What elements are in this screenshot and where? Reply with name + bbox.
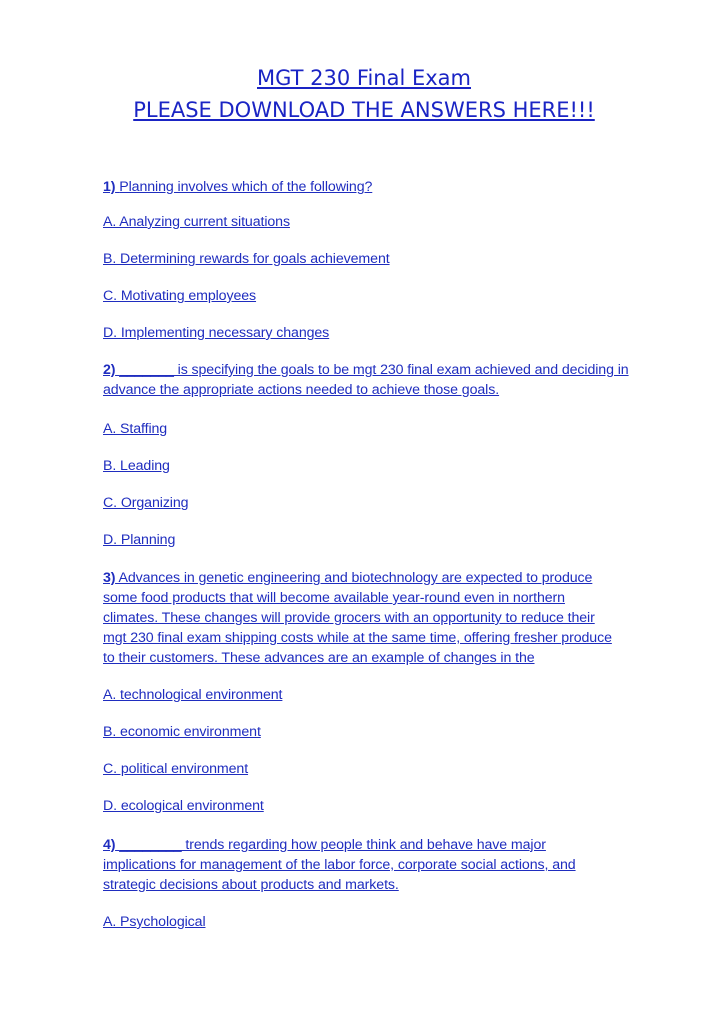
question-4-line-2[interactable]: implications for management of the labor force, corporate social actions, and [103,857,576,873]
download-answers-link[interactable]: PLEASE DOWNLOAD THE ANSWERS HERE!!! [133,98,595,122]
question-1[interactable]: 1) Planning involves which of the following? [103,179,373,195]
question-3-option-b[interactable]: B. economic environment [103,724,261,740]
question-1-option-d[interactable]: D. Implementing necessary changes [103,325,330,341]
question-2-option-b[interactable]: B. Leading [103,458,170,474]
question-2-line-2[interactable]: advance the appropriate actions needed to achieve those goals. [103,382,500,398]
question-3-line-4[interactable]: mgt 230 final exam shipping costs while at the same time, offering fresher produce [103,630,612,646]
question-2-option-d[interactable]: D. Planning [103,532,176,548]
question-3-option-a[interactable]: A. technological environment [103,687,283,703]
exam-title-link[interactable]: MGT 230 Final Exam [257,66,471,90]
question-1-option-c[interactable]: C. Motivating employees [103,288,257,304]
question-3[interactable]: 3) Advances in genetic engineering and biotechnology are expected to produce [103,570,593,586]
question-2-option-a[interactable]: A. Staffing [103,421,168,437]
question-1-option-a[interactable]: A. Analyzing current situations [103,214,290,230]
question-1-option-b[interactable]: B. Determining rewards for goals achievement [103,251,390,267]
question-3-option-d[interactable]: D. ecological environment [103,798,264,814]
question-4[interactable]: 4) ________ trends regarding how people think and behave have major [103,837,546,853]
question-3-option-c[interactable]: C. political environment [103,761,249,777]
question-3-line-2[interactable]: some food products that will become available year-round even in northern [103,590,565,606]
question-4-option-a[interactable]: A. Psychological [103,914,206,930]
question-3-line-3[interactable]: climates. These changes will provide grocers with an opportunity to reduce their [103,610,595,626]
question-4-line-3[interactable]: strategic decisions about products and markets. [103,877,399,893]
question-2[interactable]: 2) _______ is specifying the goals to be mgt 230 final exam achieved and deciding in [103,362,629,378]
question-3-line-5[interactable]: to their customers. These advances are an example of changes in the [103,650,535,666]
question-2-option-c[interactable]: C. Organizing [103,495,189,511]
